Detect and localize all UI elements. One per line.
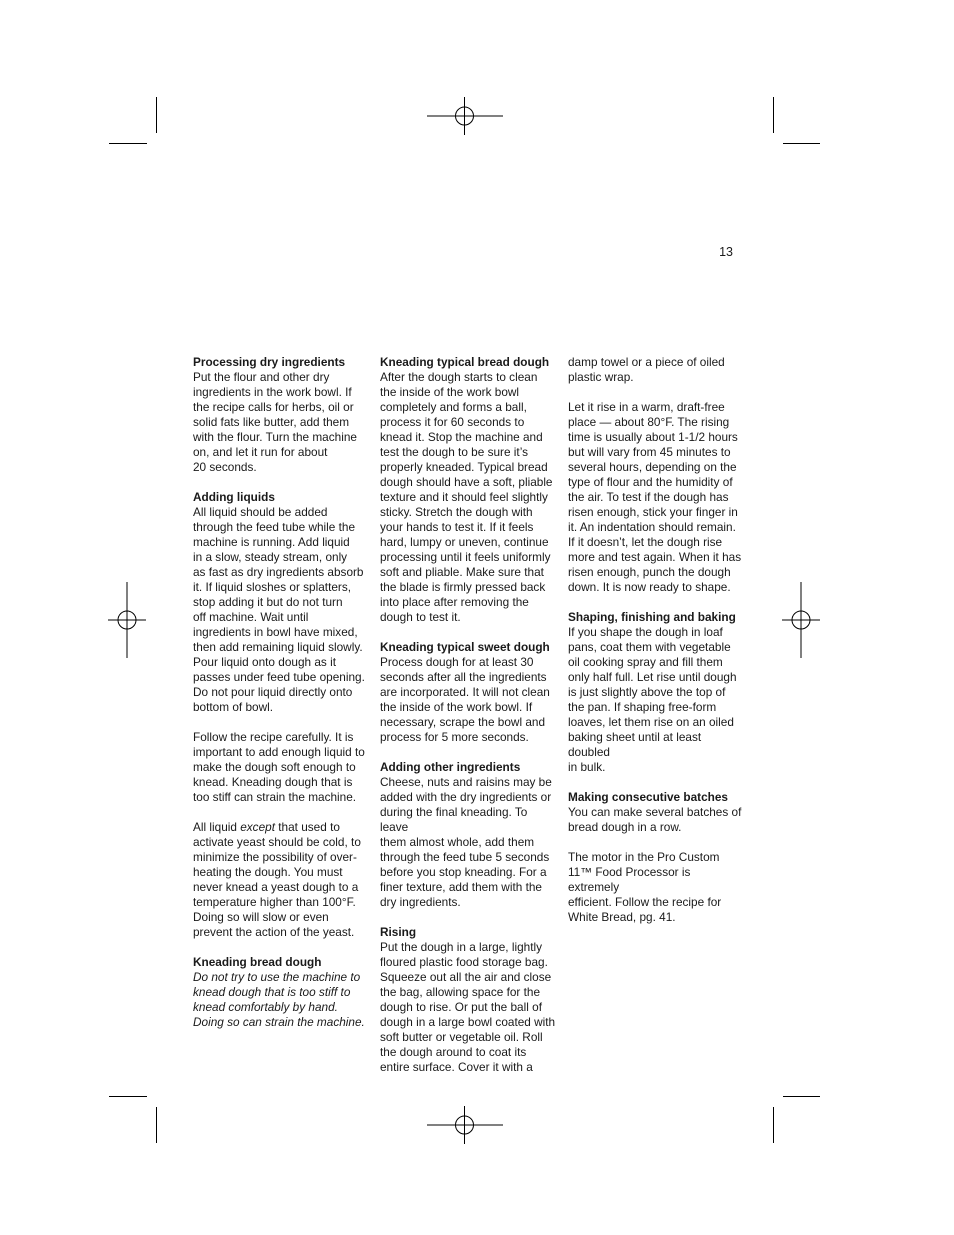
section-heading: Adding liquids — [193, 490, 275, 504]
crop-mark-bottom-left-vertical — [156, 1107, 157, 1143]
paragraph-liquid-temperature — [193, 820, 365, 940]
section-heading: Adding other ingredients — [380, 760, 521, 774]
registration-mark-bottom — [427, 1106, 503, 1144]
paragraph-lead: All liquid — [193, 820, 241, 834]
section-heading: Shaping, finishing and baking — [568, 610, 736, 624]
section-adding-liquids — [193, 490, 365, 715]
crop-mark-bottom-right-vertical — [773, 1107, 774, 1143]
section-heading: Rising — [380, 925, 417, 939]
paragraph-rising-continued — [568, 355, 744, 385]
section-kneading-typical-bread-dough — [380, 355, 556, 625]
crop-mark-top-right-horizontal — [783, 143, 820, 144]
section-heading: Processing dry ingredients — [193, 355, 346, 369]
emphasis-except: except — [240, 820, 275, 834]
crop-mark-top-left-horizontal — [109, 143, 147, 144]
section-heading: Kneading typical sweet dough — [380, 640, 550, 654]
paragraph-body: damp towel or a piece of oiled plastic wrap. — [568, 355, 725, 384]
registration-mark-right — [782, 582, 820, 658]
paragraph-rise-time — [568, 400, 744, 595]
text-column-2 — [380, 355, 556, 1075]
section-heading: Making consecutive batches — [568, 790, 728, 804]
paragraph-body: The motor in the Pro Custom 11™ Food Processor is extremely efficient. Follow the recipe for White Bread, pg. 41. — [568, 850, 722, 924]
crop-mark-top-right-vertical — [773, 97, 774, 133]
section-kneading-typical-sweet-dough — [380, 640, 556, 745]
crop-mark-top-left-vertical — [156, 97, 157, 133]
section-rising — [380, 925, 556, 1075]
section-making-consecutive-batches — [568, 790, 744, 835]
crop-mark-bottom-right-horizontal — [783, 1096, 820, 1097]
crop-mark-bottom-left-horizontal — [109, 1096, 147, 1097]
paragraph-follow-recipe — [193, 730, 365, 805]
paragraph-motor — [568, 850, 744, 925]
section-body-warning: Do not try to use the machine to knead dough that is too stiff to knead comfortably by hand. Doing so can strain the machine. — [193, 970, 365, 1029]
section-body: If you shape the dough in loaf pans, coat them with vegetable oil cooking spray and fill them only half full. Let rise until dough is just slightly above the top of the pan. If shaping free-form loaves, let them rise on an oiled baking sheet until at least doubled in bulk. — [568, 625, 737, 774]
section-body: You can make several batches of bread dough in a row. — [568, 805, 742, 834]
section-kneading-bread-dough — [193, 955, 365, 1030]
page-number: 13 — [719, 245, 733, 259]
section-body: All liquid should be added through the feed tube while the machine is running. Add liquid in a slow, steady stream, only as fast as dry ingredients absorb it. If liquid sloshes or splatters, stop adding it but do not turn off machine. Wait until ingredients in bowl have mixed, then add remaining liquid slowly. Pour liquid onto dough as it passes under feed tube opening. Do not pour liquid directly onto bottom of bowl. — [193, 505, 365, 714]
section-body: Put the dough in a large, lightly floured plastic food storage bag. Squeeze out all the air and close the bag, allowing space for the dough to rise. Or put the ball of dough in a large bowl coated with soft butter or vegetable oil. Roll the dough around to coat its entire surface. Cover it with a — [380, 940, 556, 1074]
section-body: After the dough starts to clean the inside of the work bowl completely and forms a ball, process it for 60 seconds to knead it. Stop the machine and test the dough to be sure it’s properly kneaded. Typical bread dough should have a soft, pliable texture and it should feel slightly sticky. Stretch the dough with your hands to test it. If it feels hard, lumpy or uneven, continue processing until it feels uniformly soft and pliable. Make sure that the blade is firmly pressed back into place after removing the dough to test it. — [380, 370, 553, 624]
paragraph-body: Let it rise in a warm, draft-free place — about 80°F. The rising time is usually about 1-1/2 hours but will vary from 45 minutes to several hours, depending on the type of flour and the humidity of the air. To test if the dough has risen enough, stick your finger in it. An indentation should remain. If it doesn’t, let the dough rise more and test again. When it has risen enough, punch the dough down. It is now ready to shape. — [568, 400, 742, 594]
text-column-1 — [193, 355, 365, 1030]
section-body: Put the flour and other dry ingredients in the work bowl. If the recipe calls for herbs, oil or solid fats like butter, add them with the flour. Turn the machine on, and let it run for about 20 seconds. — [193, 370, 357, 474]
paragraph-rest: that used to activate yeast should be cold, to minimize the possibility of over- heating the dough. You must never knead a yeast dough to a temperature higher than 100°F. Doing so will slow or even prevent the action of the yeast. — [193, 820, 361, 939]
section-shaping-finishing-baking — [568, 610, 744, 775]
section-body: Process dough for at least 30 seconds after all the ingredients are incorporated. It will not clean the inside of the work bowl. If necessary, scrape the bowl and process for 5 more seconds. — [380, 655, 550, 744]
section-adding-other-ingredients — [380, 760, 556, 910]
section-heading: Kneading typical bread dough — [380, 355, 550, 369]
section-heading: Kneading bread dough — [193, 955, 322, 969]
section-processing-dry-ingredients — [193, 355, 365, 475]
registration-mark-left — [108, 582, 146, 658]
section-body: Cheese, nuts and raisins may be added with the dry ingredients or during the final kneading. To leave them almost whole, add them through the feed tube 5 seconds before you stop kneading. For a finer texture, add them with the dry ingredients. — [380, 775, 552, 909]
registration-mark-top — [427, 97, 503, 135]
paragraph-body: Follow the recipe carefully. It is important to add enough liquid to make the dough soft enough to knead. Kneading dough that is too stiff can strain the machine. — [193, 730, 365, 804]
text-column-3 — [568, 355, 744, 925]
